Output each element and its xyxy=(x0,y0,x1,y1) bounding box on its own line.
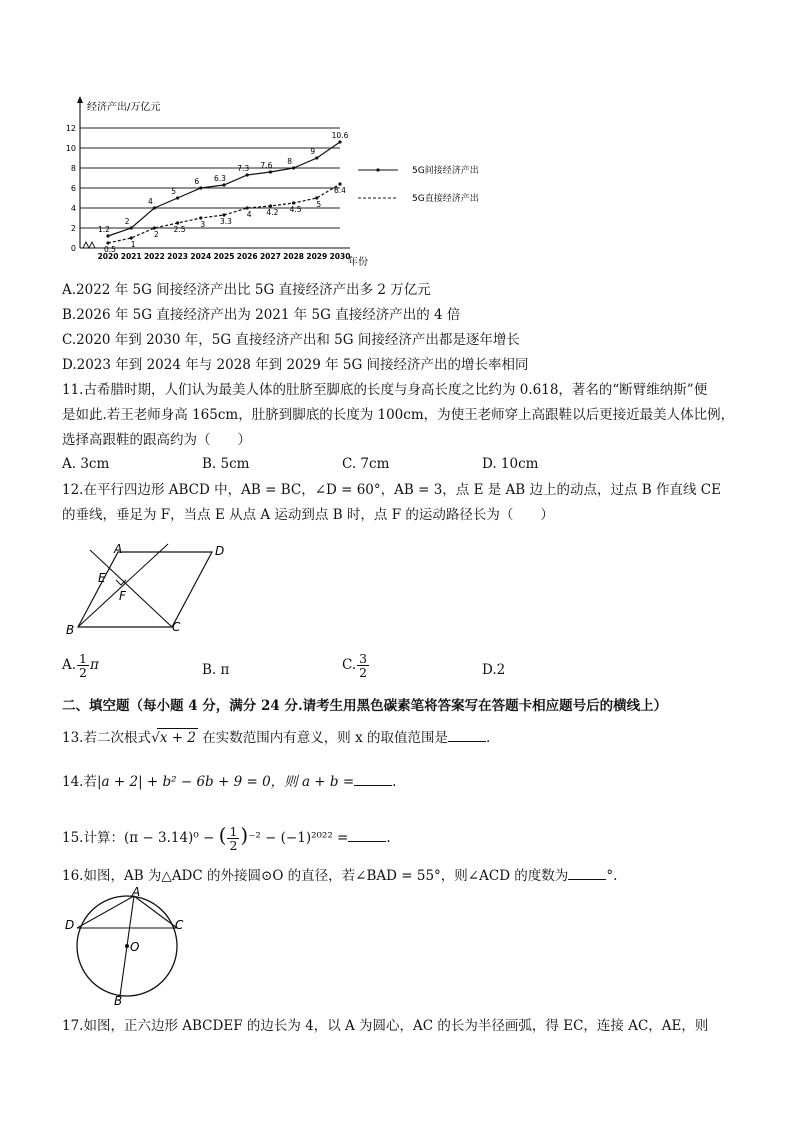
data-label: 3.3 xyxy=(220,217,232,226)
label-a: A xyxy=(132,885,141,899)
q15-answer-blank xyxy=(348,828,386,842)
data-label: 8 xyxy=(287,157,292,166)
section-2-heading: 二、填空题（每小题 4 分，满分 24 分.请考生用黑色碳素笔将答案写在答题卡相应题号后的横线上） xyxy=(62,698,668,714)
data-label: 5 xyxy=(171,187,176,196)
data-point xyxy=(269,170,272,173)
data-point xyxy=(106,234,109,237)
data-point xyxy=(222,183,225,186)
q11-option-b: B. 5cm xyxy=(202,456,250,472)
segment-ac xyxy=(134,896,177,928)
data-point xyxy=(292,166,295,169)
legend-marker xyxy=(376,168,379,171)
parallelogram-abcd xyxy=(78,552,212,627)
data-point xyxy=(315,156,318,159)
data-label: 6.3 xyxy=(214,174,226,183)
data-point xyxy=(246,173,249,176)
y-tick-label: 10 xyxy=(65,144,76,153)
label-b: B xyxy=(66,623,75,637)
label-o: O xyxy=(130,940,140,954)
data-label: 3 xyxy=(200,220,206,229)
q16-circle-figure xyxy=(62,884,192,1008)
x-tick-label: 2029 xyxy=(306,252,328,261)
label-b: B xyxy=(114,994,123,1008)
y-tick-label: 12 xyxy=(65,124,76,133)
y-tick-label: 4 xyxy=(70,204,76,213)
data-label: 2 xyxy=(124,217,130,226)
q12-option-c: C. $\frac{3}{2}$ xyxy=(342,651,368,680)
x-axis-label: 年份 xyxy=(348,257,368,268)
x-tick-label: 2027 xyxy=(259,252,281,261)
q11-line-2: 是如此.若王老师身高 165cm，肚脐到脚底的长度为 100cm，为使王老师穿上高跟鞋以后更接近最美人体比例， xyxy=(62,407,735,423)
y-tick-label: 8 xyxy=(70,164,76,173)
label-f: F xyxy=(119,589,126,603)
q10-option-c: C.2020 年到 2030 年，5G 直接经济产出和 5G 间接经济产出都是逐年增长 xyxy=(62,332,520,348)
data-label: 5 xyxy=(316,200,322,209)
legend-label: 5G间接经济产出 xyxy=(412,166,479,176)
line-ce xyxy=(90,550,172,627)
q13-radical: √x + 2 xyxy=(151,730,196,746)
x-tick-label: 2026 xyxy=(236,252,258,261)
q16: 16.如图，AB 为△ADC 的外接圆⊙O 的直径，若∠BAD = 55°，则∠ACD 的度数为 °. xyxy=(62,868,618,884)
x-tick-label: 2023 xyxy=(167,252,189,261)
label-d: D xyxy=(65,918,75,932)
chart-grid xyxy=(80,128,340,248)
data-point xyxy=(338,140,341,143)
q11-option-a: A. 3cm xyxy=(62,456,110,472)
data-label: 2.5 xyxy=(173,225,186,234)
data-label: 10.6 xyxy=(331,131,349,140)
q11-line-3: 选择高跟鞋的跟高约为（ ） xyxy=(62,432,251,448)
data-label: 6.4 xyxy=(334,186,346,195)
line-bf xyxy=(78,544,168,627)
data-label: 2 xyxy=(154,230,159,239)
chart-series xyxy=(98,131,349,254)
y-tick-label: 0 xyxy=(70,244,76,253)
q12-line-2: 的垂线，垂足为 F，当点 E 从点 A 运动到点 B 时，点 F 的运动路径长为（ ） xyxy=(62,507,554,523)
q11-option-c: C. 7cm xyxy=(342,456,390,472)
q13-answer-blank xyxy=(448,728,486,742)
q12-option-d: D.2 xyxy=(482,662,506,678)
chart-legend xyxy=(358,164,479,204)
data-label: 4.5 xyxy=(289,205,302,214)
q12-option-a: A. $\frac{1}{2}$ π xyxy=(62,651,99,680)
x-tick-label: 2021 xyxy=(120,252,142,261)
q14-answer-blank xyxy=(354,772,392,786)
data-label: 4 xyxy=(148,197,153,206)
x-tick-label: 2030 xyxy=(329,252,351,261)
q12-line-1: 12.在平行四边形 ABCD 中，AB = BC，∠D = 60°，AB = 3，点 E 是 AB 边上的动点，过点 B 作直线 CE xyxy=(62,482,721,498)
data-label: 6 xyxy=(194,177,200,186)
economic-output-chart xyxy=(58,92,518,274)
data-label: 0.5 xyxy=(104,245,116,254)
label-c: C xyxy=(172,620,181,634)
axis-break-mark xyxy=(83,242,95,248)
x-tick-label: 2025 xyxy=(213,252,235,261)
label-c: C xyxy=(175,918,184,932)
q13: 13.若二次根式 √x + 2 在实数范围内有意义，则 x 的取值范围是 . xyxy=(62,730,491,746)
q17-line-1: 17.如图，正六边形 ABCDEF 的边长为 4，以 A 为圆心，AC 的长为半径画弧，得 EC，连接 AC，AE，则 xyxy=(62,1018,709,1034)
data-point xyxy=(176,196,179,199)
data-point xyxy=(153,206,156,209)
q16-answer-blank xyxy=(568,866,606,880)
q12-parallelogram-figure xyxy=(60,538,240,642)
q10-option-d: D.2023 年到 2024 年与 2028 年到 2029 年 5G 间接经济产出的增长率相同 xyxy=(62,357,529,373)
q14: 14.若|a + 2| + b² − 6b + 9 = 0，则 a + b = . xyxy=(62,774,397,790)
q10-option-a: A.2022 年 5G 间接经济产出比 5G 直接经济产出多 2 万亿元 xyxy=(62,282,431,298)
label-d: D xyxy=(215,544,225,558)
data-label: 7.6 xyxy=(260,161,273,170)
q11-option-d: D. 10cm xyxy=(482,456,539,472)
y-tick-label: 2 xyxy=(70,224,76,233)
data-label: 4.2 xyxy=(266,208,279,217)
data-point xyxy=(199,186,202,189)
data-label: 4 xyxy=(246,210,252,219)
y-axis-arrow xyxy=(77,96,83,103)
data-label: 9 xyxy=(310,147,316,156)
x-tick-label: 2022 xyxy=(143,252,165,261)
x-tick-label: 2024 xyxy=(190,252,212,261)
y-axis-label: 经济产出/万亿元 xyxy=(87,102,161,113)
center-point xyxy=(125,944,129,948)
y-tick-label: 6 xyxy=(70,184,76,193)
q12-option-b: B. π xyxy=(202,662,230,678)
data-label: 7.3 xyxy=(237,164,250,173)
label-e: E xyxy=(98,571,106,585)
legend-label: 5G直接经济产出 xyxy=(412,194,479,204)
q10-option-b: B.2026 年 5G 直接经济产出为 2021 年 5G 直接经济产出的 4 倍 xyxy=(62,307,461,323)
x-tick-label: 2028 xyxy=(283,252,305,261)
data-label: 1 xyxy=(130,240,136,249)
data-point xyxy=(130,226,133,229)
x-tick-label: 2020 xyxy=(97,252,119,261)
q15: 15.计算：(π − 3.14)⁰ − ( $\frac{1}{2}$ )⁻² − (−1)²⁰²² = . xyxy=(62,823,391,853)
q11-line-1: 11.古希腊时期，人们认为最美人体的肚脐至脚底的长度与身高长度之比约为 0.618，著名的“断臂维纳斯”便 xyxy=(62,382,708,398)
label-a: A xyxy=(114,542,123,556)
data-label: 1.2 xyxy=(98,225,110,234)
